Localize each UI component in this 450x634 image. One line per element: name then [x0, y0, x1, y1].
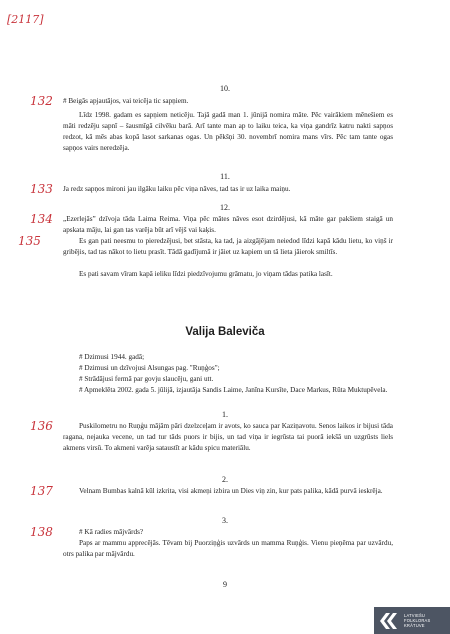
- informant-info-line: # Strādājusi fermā par govju slaucēju, gani utt.: [79, 375, 214, 383]
- paragraph: Līdz 1998. gadam es sapņiem neticēju. Tajā gadā man 1. jūnijā nomira māte. Pēc vairākiem mēnešiem es māti redzēju sapnī – šausmīgā cilvēku barā. Arī tante man ap to laiku teica, ka viņa gandrīz katru nakti sapņos redzot, kā mēs abas kopā lasot sarkanas ogas. Un pēkšņi 30. novembrī nomira mans vīrs. Pēc tam tante ogas sapņos vairs neredzēja.: [63, 111, 393, 152]
- paragraph: Puskilometru no Ruņģu mājām pāri dzelzceļam ir avots, ko sauca par Kaziņavotu. Senos laikos ir bijusi tāda ragana, nejauka vecene, un tad tur tāds puors ir bijis, un tad viņa ir iegrūsta tai puorā iekšā un uzgrūsts liels akmens virsū. To akmeni varēja sataustīt ar kādu spicu materiālu.: [63, 422, 393, 452]
- logo-text-line: LATVIEŠU: [404, 613, 426, 618]
- logo-text-line: FOLKLORAS: [404, 618, 431, 623]
- paragraph: Es gan pati neesmu to pieredzējusi, bet stāsta, ka tad, ja aizgājējam neiedod līdzi kapā kādu lietu, ko viņš ir gribējis, tad tas nākot to lietu prasīt. Tādā gadījumā ir jāiet uz kapiem un tā lieta jāierok smiltīs.: [63, 237, 393, 256]
- section-number: 10.: [220, 84, 230, 93]
- paragraph: Es pati savam vīram kapā ieliku līdzi piedzīvojumu grāmatu, jo viņam tādas patika lasīt.: [79, 270, 333, 278]
- margin-item-number: 135: [18, 234, 41, 248]
- page-number: 9: [223, 580, 227, 589]
- section-number: 3.: [222, 516, 228, 525]
- paragraph: „Ezerlejās” dzīvoja tāda Laima Reima. Viņa pēc mātes nāves esot dzirdējusi, kā māte gar pakšiem staigā un apskata māju, lai gan tas varēja būt arī vējš vai kaķis.: [63, 215, 393, 234]
- paragraph: # Kā radies mājvārds?: [79, 528, 144, 536]
- archive-logo-icon: [378, 611, 400, 631]
- margin-item-number: 133: [30, 182, 53, 196]
- informant-info-line: # Dzimusi 1944. gadā;: [79, 353, 145, 361]
- informant-info-line: # Apmeklēta 2002. gada 5. jūlijā, izjautāja Sandis Laime, Janīna Kursīte, Dace Markus, Rūta Muktupēvela.: [79, 386, 388, 394]
- section-number: 2.: [222, 475, 228, 484]
- paragraph: Paps ar mammu apprecējās. Tēvam bij Puorziņģis uzvārds un mamma Ruņģis. Vienu pieņēma par uzvārdu, otrs palika par mājvārdu.: [63, 539, 393, 558]
- archive-logo-text: [404, 613, 430, 628]
- logo-text-line: KRĀTUVE: [404, 623, 425, 628]
- margin-item-number: 137: [30, 484, 53, 498]
- margin-item-number: 134: [30, 212, 53, 226]
- section-number: 12.: [220, 203, 230, 212]
- informant-heading: Valija Baleviča: [185, 326, 265, 338]
- section-number: 11.: [220, 172, 230, 181]
- margin-item-number: 132: [30, 94, 53, 108]
- paragraph: # Beigās apjautājos, vai teicēja tic sapņiem.: [63, 97, 189, 105]
- paragraph: Velnam Bumbas kalnā kūl izkrita, visi akmeņi izbira un Dies viņ zin, kur pats palika, kādā purvā ieskrēja.: [79, 487, 383, 495]
- paragraph: Ja redz sapņos mironi jau ilgāku laiku pēc viņa nāves, tad tas ir uz laika maiņu.: [63, 185, 291, 193]
- margin-item-number: 136: [30, 419, 53, 433]
- margin-item-number: 138: [30, 525, 53, 539]
- informant-info-line: # Dzimusi un dzīvojusi Alsungas pag. "Ruņģos";: [79, 364, 220, 372]
- archive-logo: [374, 607, 450, 634]
- section-number: 1.: [222, 410, 228, 419]
- archive-reference-mark: [2117]: [7, 13, 44, 26]
